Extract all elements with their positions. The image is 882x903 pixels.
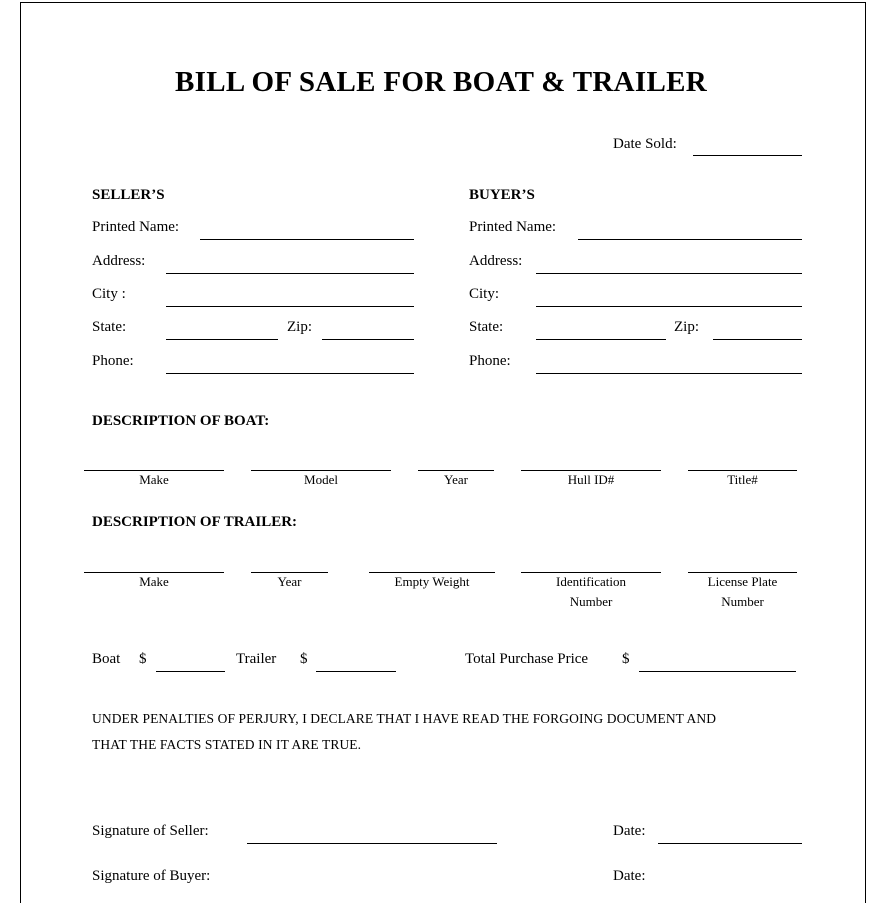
buyer-address-label: Address: (469, 253, 523, 269)
total-price-label: Total Purchase Price (465, 651, 589, 667)
trailer-description-heading: DESCRIPTION OF TRAILER: (92, 514, 298, 530)
document-page (20, 2, 866, 903)
buyer-zip-field[interactable] (713, 339, 802, 340)
total-price-currency: $ (622, 651, 630, 667)
buyer-heading: BUYER’S (469, 187, 535, 203)
declaration-line-1: UNDER PENALTIES OF PERJURY, I DECLARE THAT I HAVE READ THE FORGOING DOCUMENT AND (92, 711, 717, 726)
date-sold-label: Date Sold: (613, 136, 677, 152)
trailer-identification-caption: Identification Number (555, 574, 627, 609)
buyer-state-field[interactable] (536, 339, 666, 340)
boat-price-field[interactable] (156, 671, 225, 672)
seller-zip-field[interactable] (322, 339, 414, 340)
trailer-price-field[interactable] (316, 671, 396, 672)
seller-city-label: City : (92, 286, 126, 302)
trailer-make-caption: Make (139, 574, 169, 589)
seller-printed-name-label: Printed Name: (92, 219, 180, 235)
document-title: BILL OF SALE FOR BOAT & TRAILER (175, 66, 707, 98)
date-sold-field[interactable] (693, 155, 802, 156)
total-price-field[interactable] (639, 671, 796, 672)
buyer-city-label: City: (469, 286, 500, 302)
trailer-price-currency: $ (300, 651, 308, 667)
seller-address-label: Address: (92, 253, 146, 269)
boat-price-currency: $ (139, 651, 147, 667)
trailer-empty-weight-caption: Empty Weight (394, 574, 470, 589)
seller-signature-date-field[interactable] (658, 843, 802, 844)
trailer-license-plate-caption: License Plate Number (707, 574, 778, 609)
buyer-zip-label: Zip: (674, 319, 699, 335)
buyer-city-field[interactable] (536, 306, 802, 307)
trailer-year-caption: Year (277, 574, 302, 589)
buyer-printed-name-field[interactable] (578, 239, 802, 240)
seller-phone-label: Phone: (92, 353, 134, 369)
buyer-signature-date-label: Date: (613, 868, 646, 884)
seller-state-label: State: (92, 319, 127, 335)
boat-price-label: Boat (92, 651, 121, 667)
boat-model-caption: Model (304, 472, 338, 487)
boat-make-caption: Make (139, 472, 169, 487)
trailer-price-label: Trailer (236, 651, 277, 667)
boat-year-caption: Year (444, 472, 468, 487)
buyer-address-field[interactable] (536, 273, 802, 274)
seller-city-field[interactable] (166, 306, 414, 307)
seller-state-field[interactable] (166, 339, 278, 340)
buyer-state-label: State: (469, 319, 504, 335)
seller-phone-field[interactable] (166, 373, 414, 374)
boat-hull-id-caption: Hull ID# (567, 472, 615, 487)
boat-title-caption: Title# (727, 472, 758, 487)
seller-signature-date-label: Date: (613, 823, 646, 839)
declaration-line-2: THAT THE FACTS STATED IN IT ARE TRUE. (92, 737, 362, 752)
buyer-printed-name-label: Printed Name: (469, 219, 557, 235)
seller-signature-label: Signature of Seller: (92, 823, 209, 839)
buyer-phone-field[interactable] (536, 373, 802, 374)
seller-zip-label: Zip: (287, 319, 312, 335)
seller-address-field[interactable] (166, 273, 414, 274)
seller-signature-field[interactable] (247, 843, 497, 844)
boat-description-heading: DESCRIPTION OF BOAT: (92, 413, 270, 429)
seller-printed-name-field[interactable] (200, 239, 414, 240)
buyer-signature-label: Signature of Buyer: (92, 868, 211, 884)
buyer-phone-label: Phone: (469, 353, 511, 369)
seller-heading: SELLER’S (92, 187, 165, 203)
